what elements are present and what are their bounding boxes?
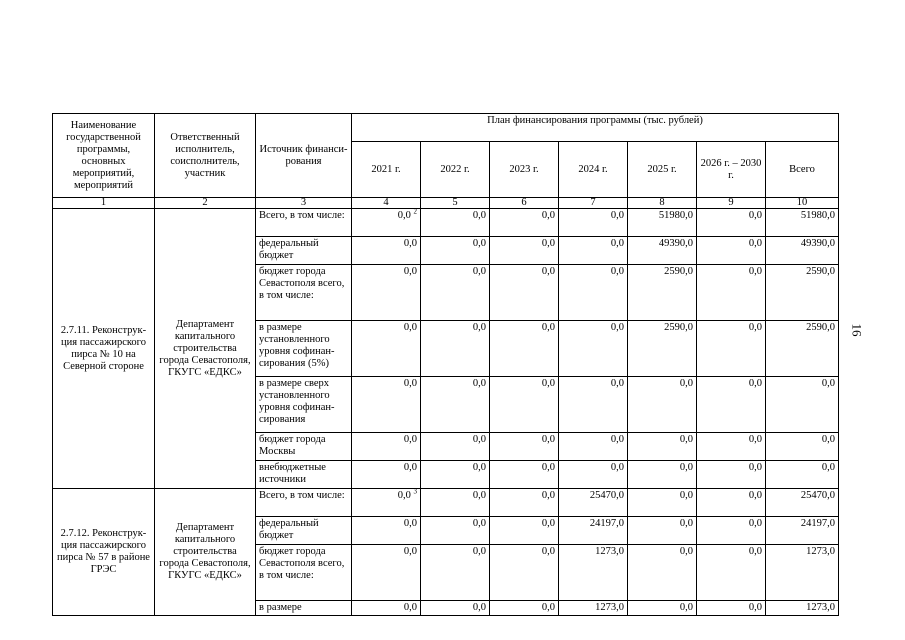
table-row	[53, 209, 839, 237]
header-name: Наименование государственной программы, основных мероприятий, мероприятий	[53, 114, 155, 198]
header-total: Всего	[766, 142, 839, 198]
value-cell: 25470,0	[559, 489, 628, 517]
value-cell: 0,0	[628, 489, 697, 517]
value-2021: 0,0	[403, 238, 417, 249]
total-cell: 49390,0	[766, 237, 839, 265]
responsible-executor: Департамент капитального строительства города Севастополя, ГКУГС «ЕДКС»	[155, 489, 256, 616]
responsible-executor: Департамент капитального строительства города Севастополя, ГКУГС «ЕДКС»	[155, 209, 256, 489]
header-year: 2021 г.	[352, 142, 421, 198]
value-cell	[352, 545, 421, 601]
funding-source: бюджет города Севастополя всего, в том числе:	[256, 545, 352, 601]
value-cell: 0,0	[421, 377, 490, 433]
activity-name: 2.7.11. Реконструк- ция пассажирского пирса № 10 на Северной стороне	[53, 209, 155, 489]
value-cell: 0,0	[490, 601, 559, 616]
value-cell: 0,0	[490, 433, 559, 461]
value-cell: 0,0	[697, 265, 766, 321]
value-cell: 0,0	[628, 517, 697, 545]
value-cell: 0,0	[490, 461, 559, 489]
value-cell	[352, 265, 421, 321]
total-cell: 1273,0	[766, 601, 839, 616]
total-cell: 0,0	[766, 433, 839, 461]
value-2021: 0,0	[397, 490, 411, 501]
value-cell: 0,0	[697, 209, 766, 237]
value-cell: 1273,0	[559, 545, 628, 601]
column-number: 8	[628, 198, 697, 209]
value-cell: 0,0	[697, 489, 766, 517]
value-cell: 0,0	[697, 237, 766, 265]
value-2021: 0,0	[403, 266, 417, 277]
column-number: 5	[421, 198, 490, 209]
value-cell: 0,0	[421, 209, 490, 237]
header-year: 2024 г.	[559, 142, 628, 198]
value-cell: 0,0	[697, 517, 766, 545]
page-number: 16	[849, 323, 865, 337]
value-cell: 0,0	[697, 545, 766, 601]
value-cell: 0,0	[628, 377, 697, 433]
value-cell: 0,0	[421, 461, 490, 489]
value-cell	[352, 461, 421, 489]
financing-table	[52, 113, 839, 616]
value-cell: 0,0	[628, 601, 697, 616]
funding-source: федеральный бюджет	[256, 517, 352, 545]
value-cell: 0,0	[697, 433, 766, 461]
total-cell: 24197,0	[766, 517, 839, 545]
value-cell: 2590,0	[628, 321, 697, 377]
value-cell	[352, 321, 421, 377]
value-cell: 0,0	[421, 489, 490, 517]
value-cell: 0,0	[421, 433, 490, 461]
funding-source: бюджет города Москвы	[256, 433, 352, 461]
total-cell: 2590,0	[766, 265, 839, 321]
value-cell: 0,0	[421, 237, 490, 265]
value-cell: 0,0	[421, 517, 490, 545]
total-cell: 0,0	[766, 377, 839, 433]
total-cell: 1273,0	[766, 545, 839, 601]
total-cell: 2590,0	[766, 321, 839, 377]
header-year: 2023 г.	[490, 142, 559, 198]
column-number: 9	[697, 198, 766, 209]
value-cell	[352, 601, 421, 616]
value-2021: 0,0	[403, 434, 417, 445]
value-cell: 0,0	[490, 209, 559, 237]
value-cell: 0,0	[697, 321, 766, 377]
value-cell: 0,0	[421, 321, 490, 377]
value-cell: 0,0	[490, 237, 559, 265]
column-number: 6	[490, 198, 559, 209]
value-cell: 0,0	[697, 377, 766, 433]
value-2021: 0,0	[403, 518, 417, 529]
value-cell: 0,0	[559, 461, 628, 489]
value-cell	[352, 433, 421, 461]
funding-source: внебюджетные источники	[256, 461, 352, 489]
value-2021: 0,0	[403, 462, 417, 473]
funding-source: в размере сверх установленного уровня софинан- сирования	[256, 377, 352, 433]
value-cell: 0,0	[490, 517, 559, 545]
value-cell: 0,0	[490, 377, 559, 433]
value-cell: 0,0	[421, 601, 490, 616]
header-source: Источник финанси- рования	[256, 114, 352, 198]
value-cell: 0,0	[490, 265, 559, 321]
funding-source: бюджет города Севастополя всего, в том числе:	[256, 265, 352, 321]
value-cell: 0,0	[559, 209, 628, 237]
value-cell: 0,0	[697, 601, 766, 616]
funding-source: Всего, в том числе:	[256, 489, 352, 517]
value-cell	[352, 209, 421, 237]
value-cell: 49390,0	[628, 237, 697, 265]
value-cell: 0,0	[490, 489, 559, 517]
header-plan-title: План финансирования программы (тыс. рублей)	[352, 114, 839, 142]
value-cell: 0,0	[628, 433, 697, 461]
column-number: 3	[256, 198, 352, 209]
value-cell: 0,0	[628, 461, 697, 489]
funding-source: в размере установленного уровня софинан- сирования (5%)	[256, 321, 352, 377]
value-2021: 0,0	[403, 378, 417, 389]
footnote-mark: 3	[413, 488, 417, 496]
value-cell: 1273,0	[559, 601, 628, 616]
value-cell	[352, 489, 421, 517]
header-year: 2026 г. – 2030 г.	[697, 142, 766, 198]
value-cell: 24197,0	[559, 517, 628, 545]
header-year: 2025 г.	[628, 142, 697, 198]
value-cell: 0,0	[490, 321, 559, 377]
column-number: 7	[559, 198, 628, 209]
value-cell: 0,0	[559, 433, 628, 461]
header-year: 2022 г.	[421, 142, 490, 198]
value-cell: 0,0	[559, 321, 628, 377]
value-cell: 51980,0	[628, 209, 697, 237]
table-row	[53, 489, 839, 517]
value-2021: 0,0	[403, 322, 417, 333]
activity-name: 2.7.12. Реконструк- ция пассажирского пирса № 57 в районе ГРЭС	[53, 489, 155, 616]
value-cell	[352, 237, 421, 265]
total-cell: 25470,0	[766, 489, 839, 517]
column-number: 1	[53, 198, 155, 209]
value-cell: 0,0	[421, 545, 490, 601]
value-cell	[352, 517, 421, 545]
footnote-mark: 2	[413, 208, 417, 216]
value-cell: 0,0	[697, 461, 766, 489]
column-number: 4	[352, 198, 421, 209]
value-cell: 0,0	[559, 377, 628, 433]
value-cell: 0,0	[490, 545, 559, 601]
column-number: 2	[155, 198, 256, 209]
value-2021: 0,0	[403, 546, 417, 557]
value-2021: 0,0	[403, 602, 417, 613]
value-cell: 0,0	[559, 237, 628, 265]
column-number: 10	[766, 198, 839, 209]
value-cell: 0,0	[421, 265, 490, 321]
header-executor: Ответственный исполнитель, соисполнитель, участник	[155, 114, 256, 198]
value-cell: 0,0	[628, 545, 697, 601]
funding-source: Всего, в том числе:	[256, 209, 352, 237]
funding-source: федеральный бюджет	[256, 237, 352, 265]
value-2021: 0,0	[397, 210, 411, 221]
total-cell: 51980,0	[766, 209, 839, 237]
funding-source: в размере	[256, 601, 352, 616]
value-cell	[352, 377, 421, 433]
value-cell: 0,0	[559, 265, 628, 321]
value-cell: 2590,0	[628, 265, 697, 321]
total-cell: 0,0	[766, 461, 839, 489]
